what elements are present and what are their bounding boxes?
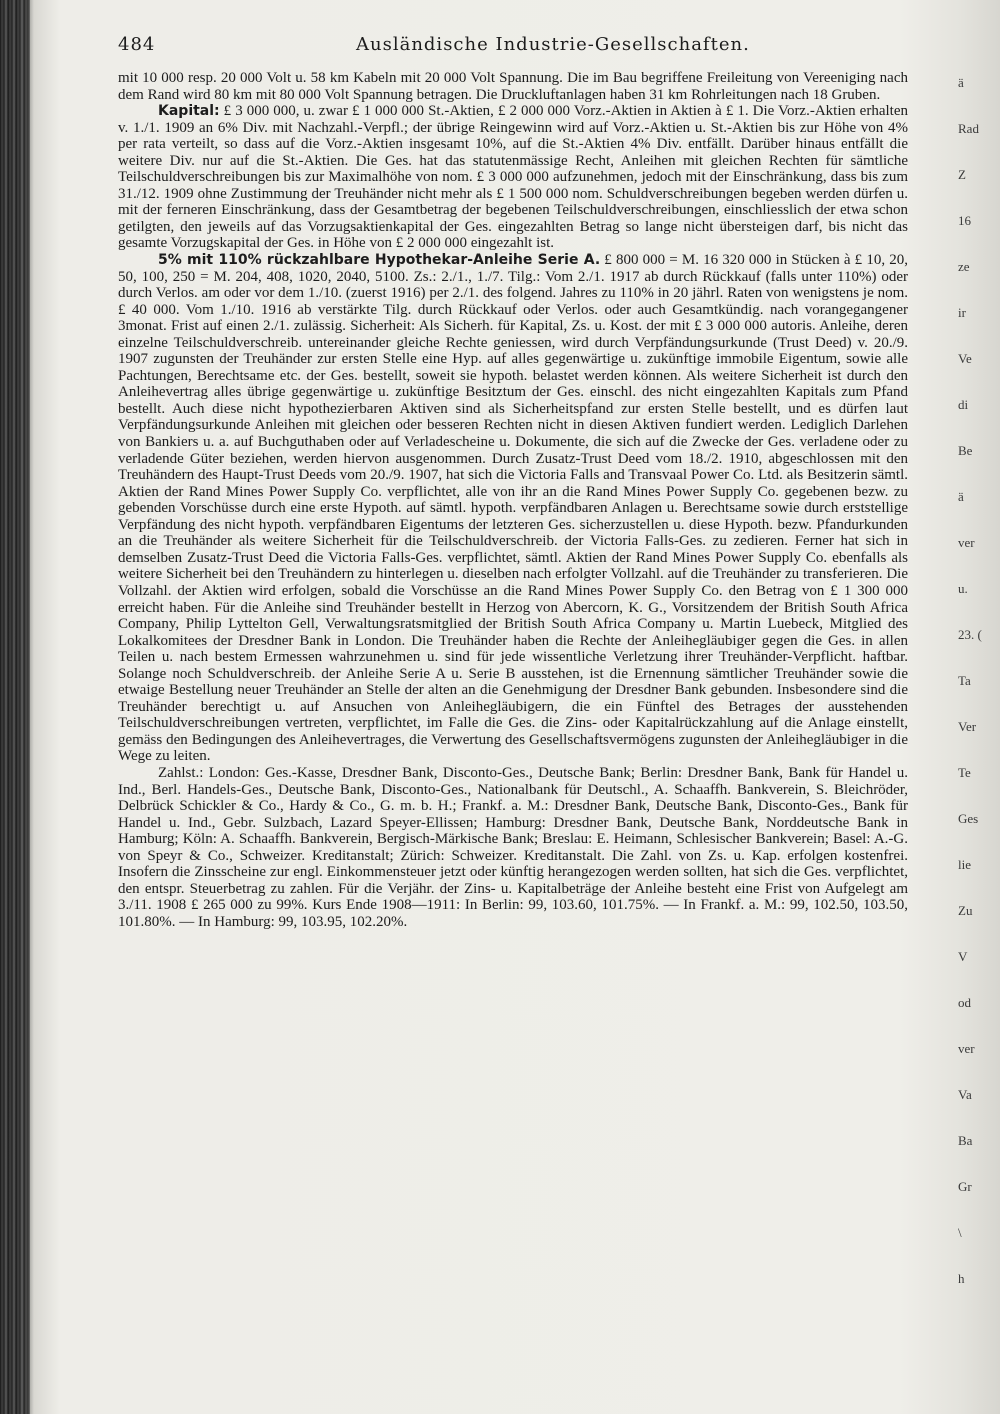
label-kapital: Kapital: <box>158 103 220 120</box>
page-number: 484 <box>118 34 156 55</box>
paragraph-kapital: Kapital: £ 3 000 000, u. zwar £ 1 000 000 St.-Aktien, £ 2 000 000 Vorz.-Aktien in Aktien à £ 1. Die Vorz.-Aktien erhalten v. 1./1. 1909 an 6% Div. mit Nachzahl.-Verpfl.; der übrige Reingewinn wird auf Vorz.-Aktien u. St.-Aktien bis zur Höhe von 4% per rata verteilt, so dass auf die Vorz.-Aktien insgesamt 10%, auf die St.-Aktien 4% Div. entfällt. Darüber hinaus entfällt die weitere Div. nur auf die St.-Aktien. Die Ges. hat das statutenmässige Recht, Anleihen mit gleichen Rechten für sämtliche Teilschuldverschreibungen bis zur Maximalhöhe von nom. £ 3 000 000 aufzunehmen, jedoch mit der Einschränkung, dass bis zum 31./12. 1909 ohne Zustimmung der Treuhänder nicht mehr als £ 1 500 000 nom. Schuldverschreibungen begeben werden dürfen u. mit der ferneren Einschränkung, dass der Gesamtbetrag der begebenen Teilschuldverschreibungen, einschliesslich der etwa schon getilgten, den jeweils auf das Vorzugsaktienkapital der Ges. eingezahlten Betrag so lange nicht übersteigen darf, bis nicht das gesamte Vorzugskapital der Ges. in Höhe von £ 2 000 000 eingezahlt ist. <box>118 103 908 252</box>
adjacent-page-edge: ä Rad Z 16 ze ir Ve di Be ä ver u. 23. ( Ta Ver Te Ges lie Zu V od ver Va Ba Gr \ h <box>958 75 982 1286</box>
paragraph-intro: mit 10 000 resp. 20 000 Volt u. 58 km Kabeln mit 20 000 Volt Spannung. Die im Bau begriffene Freileitung von Vereeniging nach dem Rand wird 80 km mit 80 000 Volt Spannung betragen. Die Druckluftanlagen haben 31 km Rohrleitungen nach 18 Gruben. <box>118 70 908 103</box>
paragraph-zahlstellen: Zahlst.: London: Ges.-Kasse, Dresdner Bank, Disconto-Ges., Deutsche Bank; Berlin: Dresdner Bank, Bank für Handel u. Ind., Berl. Handels-Ges., Deutsche Bank, Disconto-Ges., Nationalbank für Deutschl., A. Schaaffh. Bankverein, S. Bleichröder, Delbrück Schickler & Co., Hardy & Co., G. m. b. H.; Frankf. a. M.: Dresdner Bank, Deutsche Bank, Disconto-Ges., Bank für Handel u. Ind., Gebr. Sulzbach, Lazard Speyer-Ellissen; Hamburg: Dresdner Bank, Deutsche Bank, Norddeutsche Bank in Hamburg; Köln: A. Schaaffh. Bankverein, Bergisch-Märkische Bank; Breslau: E. Heimann, Schlesischer Bankverein; Basel: A.-G. von Speyr & Co., Schweizer. Kreditanstalt; Zürich: Schweizer. Kreditanstalt. Die Zahl. von Zs. u. Kap. erfolgen kostenfrei. Insofern die Zinsscheine zur engl. Einkommensteuer jetzt oder künftig herangezogen werden sollten, hat sich die Ges. verpflichtet, den entspr. Steuerbetrag zu zahlen. Für die Verjähr. der Zins- u. Kapitalbeträge der Anleihe besteht eine Frist von Aufgelegt am 3./11. 1908 £ 265 000 zu 99%. Kurs Ende 1908—1911: In Berlin: 99, 103.60, 101.75%. — In Frankf. a. M.: 99, 102.50, 103.50, 101.80%. — In Hamburg: 99, 103.95, 102.20%. <box>118 764 908 930</box>
body-text <box>118 70 908 930</box>
book-spine-shadow <box>0 0 30 1414</box>
paragraph-anleihe: 5% mit 110% rückzahlbare Hypothekar-Anleihe Serie A. £ 800 000 = M. 16 320 000 in Stücken à £ 10, 20, 50, 100, 250 = M. 204, 408, 1020, 2040, 5100. Zs.: 2./1., 1./7. Tilg.: Vom 2./1. 1917 ab durch Rückkauf (falls unter 110%) oder durch Verlos. am oder vor dem 1./10. (zuerst 1916) per 2./1. des folgend. Jahres zu 110% in 20 jährl. Raten von wenigstens je nom. £ 40 000. Vom 1./10. 1916 ab verstärkte Tilg. durch Rückkauf oder Verlos. oder auch Gesamtkündig. nach vorangegangener 3monat. Frist auf einen 2./1. zulässig. Sicherheit: Als Sicherh. für Kapital, Zs. u. Kost. der mit £ 3 000 000 autoris. Anleihe, deren einzelne Teilschuldverschreib. untereinander gleiche Rechte geniessen, wird durch Verpfändungsurkunde (Trust Deed) v. 20./9. 1907 zugunsten der Treuhänder zur ersten Stelle eine Hyp. auf alles gegenwärtige u. zukünftige immobile Eigentum, sowie alle Pachtungen, Berechtsame etc. der Ges. bestellt, soweit sie hypoth. belastet werden können. Als weitere Sicherheit ist durch den Anleihevertrag alles übrige gegenwärtige u. zukünftige Besitztum der Ges. einschl. des nicht eingezahlten Kapitals zum Pfand bestellt. Auch diese nicht hypothezierbaren Aktiven sind als Sicherheitspfand zur ersten Stelle bestellt, und es dürfen laut Verpfändungsurkunde Anleihen mit gleichen oder besseren Rechten nicht in diesen Aktiven fundiert werden. Lediglich Darlehen von Bankiers u. a. auf Buchguthaben oder auf Verladescheine u. Dokumente, die sich auf die Zwecke der Ges. verladene oder zu verladende Güter beziehen, werden hiervon ausgenommen. Durch Zusatz-Trust Deed vom 18./2. 1910, abgeschlossen mit den Treuhändern des Haupt-Trust Deeds vom 20./9. 1907, hat sich die Victoria Falls and Transvaal Power Co. Ltd. als Besitzerin sämtl. Aktien der Rand Mines Power Supply Co. verpflichtet, alle von ihr an die Rand Mines Power Supply Co. gegebenen bezw. zu gebenden Vorschüsse durch eine erste Hypoth. auf sämtl. hypoth. verpfändbaren Anlagen u. Berechtsame sowie durch erststellige Verpfändung des nicht hypoth. verpfändbaren Eigentums der letzteren Ges. sicherzustellen u. diese Hypoth. bezw. Pfandurkunden an die Treuhänder als weitere Sicherheit für die Teilschuldverschreib. der Victoria Falls-Ges. zu zedieren. Ferner hat sich in demselben Zusatz-Trust Deed die Victoria Falls-Ges. verpflichtet, sämtl. Aktien der Rand Mines Power Supply Co. ebenfalls als weitere Sicherheit bei den Treuhändern zu hinterlegen u. dieselben nach erfolgter Vollzahl. auf die Treuhänder zu transferieren. Die Vollzahl. der Aktien wird erfolgen, sobald die Vorschüsse an die Rand Mines Power Supply Co. den Betrag von £ 1 300 000 erreicht haben. Für die Anleihe sind Treuhänder bestellt in Herzog von Abercorn, K. G., Vorsitzendem der British South Africa Company, Philip Lyttelton Gell, Verwaltungsratsmitglied der British South Africa Company u. Martin Luebeck, Mitglied des Lokalkomitees der Dresdner Bank in London. Die Treuhänder haben die Rechte der Anleihegläubiger gegen die Ges. in allen Teilen u. nach bestem Ermessen wahrzunehmen u. sind für jede wissentliche Verletzung ihrer Treuhänder-Verpflicht. haftbar. Solange noch Schuldverschreib. der Anleihe Serie A u. Serie B ausstehen, ist die Ernennung sämtlicher Treuhänder sowie die etwaige Bestellung neuer Treuhänder an Stelle der alten an die Genehmigung der Dresdner Bank gebunden. Insbesondere sind die Treuhänder berechtigt u. auf Ansuchen von Anleihegläubigern, die ein Fünftel des Betrages der ausstehenden Teilschuldverschreibungen vertreten, verpflichtet, im Falle die Ges. die Zins- oder Kapitalrückzahlung auf die Anlage einstellt, gemäss den Bedingungen des Anleihevertrages, die Verwertung des Gesellschaftsvermögens zugunsten der Anleihegläubiger in die Wege zu leiten. <box>118 252 908 765</box>
running-title: Ausländische Industrie-Gesellschaften. <box>356 34 750 55</box>
label-anleihe: 5% mit 110% rückzahlbare Hypothekar-Anleihe Serie A. <box>158 252 601 269</box>
page-header <box>118 34 938 60</box>
